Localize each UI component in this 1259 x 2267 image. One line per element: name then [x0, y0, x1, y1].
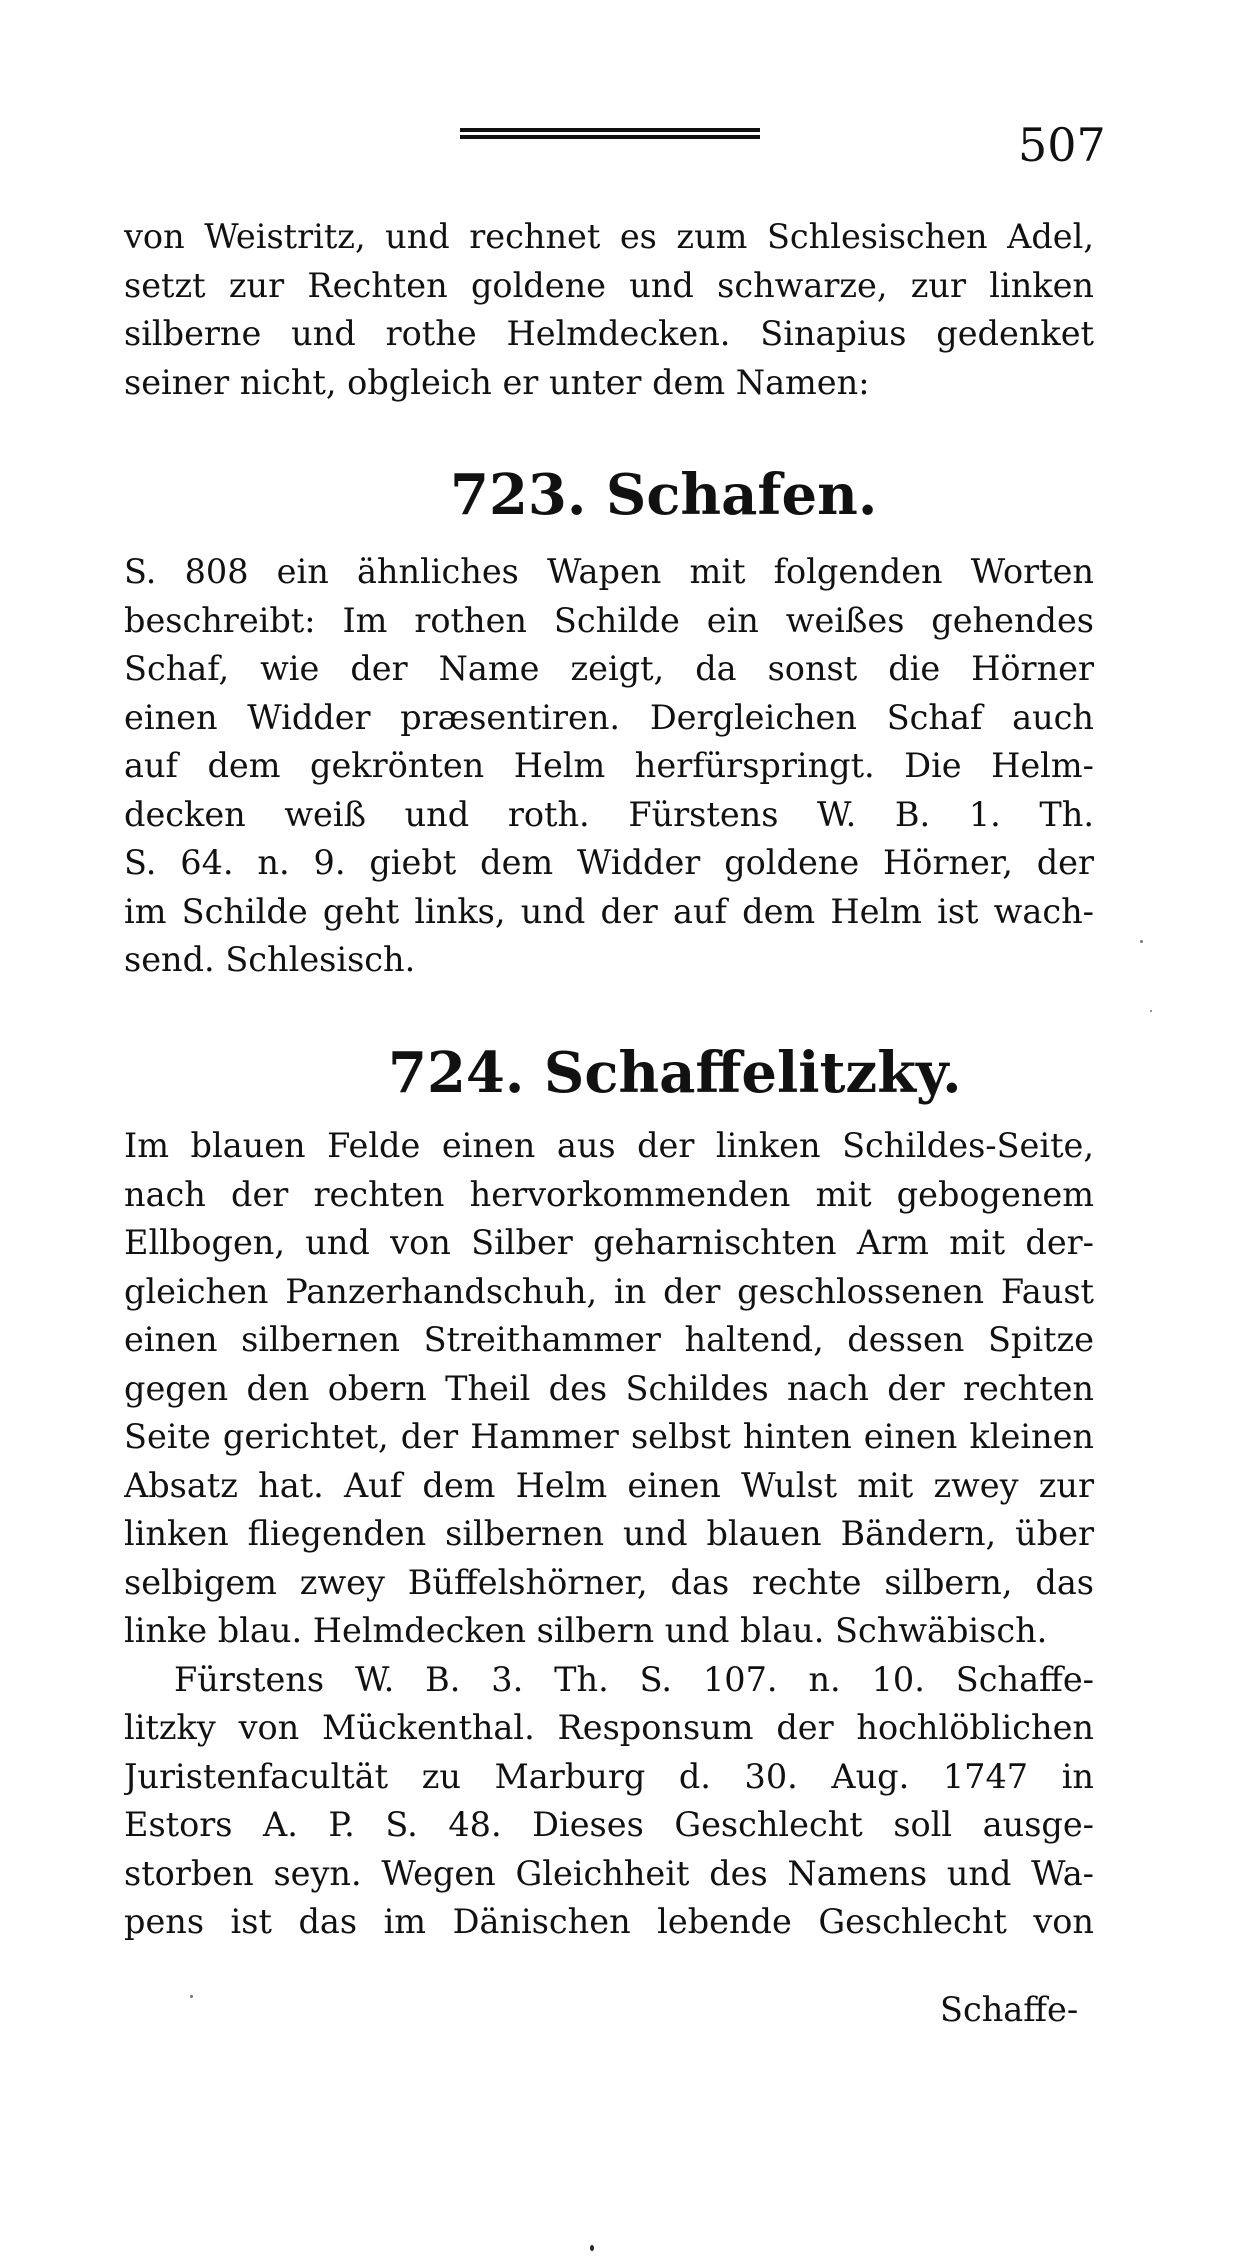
text-line: gegen den obern Theil des Schildes nach der rechten [124, 1368, 1094, 1408]
scan-speck [1140, 940, 1143, 943]
scan-speck [590, 2245, 594, 2251]
text-line: Ellbogen, und von Silber geharnischten Arm mit der- [124, 1223, 1094, 1262]
text-line: setzt zur Rechten goldene und schwarze, zur linken [124, 265, 1094, 305]
text-line: Estors A. P. S. 48. Dieses Geschlecht soll ausge- [124, 1805, 1094, 1844]
text-line: silberne und rothe Helmdecken. Sinapius gedenket [124, 314, 1094, 353]
entry-724-body [124, 1122, 1094, 1947]
scan-speck [1150, 1010, 1152, 1012]
text-line: von Weistritz, und rechnet es zum Schlesischen Adel, [124, 217, 1094, 256]
text-line: seiner nicht, obgleich er unter dem Namen: [124, 362, 870, 402]
text-line: pens ist das im Dänischen lebende Geschlecht von [124, 1902, 1094, 1941]
entry-723-heading: 723. Schafen. [450, 462, 878, 528]
text-line: Fürstens W. B. 3. Th. S. 107. n. 10. Schaffe- [174, 1659, 1094, 1699]
text-line: S. 808 ein ähnliches Wapen mit folgenden Worten [124, 552, 1094, 591]
text-line: linken fliegenden silbernen und blauen Bändern, über [124, 1514, 1094, 1553]
entry-723-body [124, 548, 1094, 985]
header-rule-line-1 [460, 128, 760, 132]
text-line: S. 64. n. 9. giebt dem Widder goldene Hörner, der [124, 843, 1094, 882]
text-line: Absatz hat. Auf dem Helm einen Wulst mit zwey zur [124, 1465, 1094, 1505]
text-line: einen silbernen Streithammer haltend, dessen Spitze [124, 1320, 1094, 1359]
text-line: linke blau. Helmdecken silbern und blau. Schwäbisch. [124, 1611, 1048, 1650]
text-line: gleichen Panzerhandschuh, in der geschlossenen Faust [124, 1271, 1094, 1311]
text-line: nach der rechten hervorkommenden mit gebogenem [124, 1174, 1094, 1214]
entry-724-heading: 724. Schaffelitzky. [388, 1040, 962, 1106]
text-line: send. Schlesisch. [124, 940, 416, 979]
text-line: Seite gerichtet, der Hammer selbst hinten einen kleinen [124, 1417, 1094, 1456]
text-line: Schaf, wie der Name zeigt, da sonst die Hörner [124, 649, 1094, 688]
text-line: decken weiß und roth. Fürstens W. B. 1. Th. [124, 794, 1094, 834]
page-number: 507 [1018, 118, 1106, 172]
text-line: beschreibt: Im rothen Schilde ein weißes gehendes [124, 600, 1094, 640]
intro-paragraph [124, 213, 1094, 407]
text-line: im Schilde geht links, und der auf dem Helm ist wach- [124, 891, 1094, 931]
text-line: einen Widder præsentiren. Dergleichen Schaf auch [124, 697, 1094, 737]
text-line: auf dem gekrönten Helm herfürspringt. Die Helm- [124, 746, 1094, 785]
text-line: litzky von Mückenthal. Responsum der hochlöblichen [124, 1708, 1094, 1747]
header-rule [460, 128, 760, 142]
text-line: Juristenfacultät zu Marburg d. 30. Aug. 1747 in [124, 1756, 1094, 1796]
text-line: Im blauen Felde einen aus der linken Schildes-Seite, [124, 1126, 1094, 1165]
text-line: selbigem zwey Büffelshörner, das rechte silbern, das [124, 1562, 1094, 1602]
scan-speck [190, 1995, 193, 1998]
header-rule-line-2 [460, 135, 760, 139]
text-line: storben seyn. Wegen Gleichheit des Namens und Wa- [124, 1853, 1094, 1893]
catchword: Schaffe- [940, 1990, 1079, 2029]
